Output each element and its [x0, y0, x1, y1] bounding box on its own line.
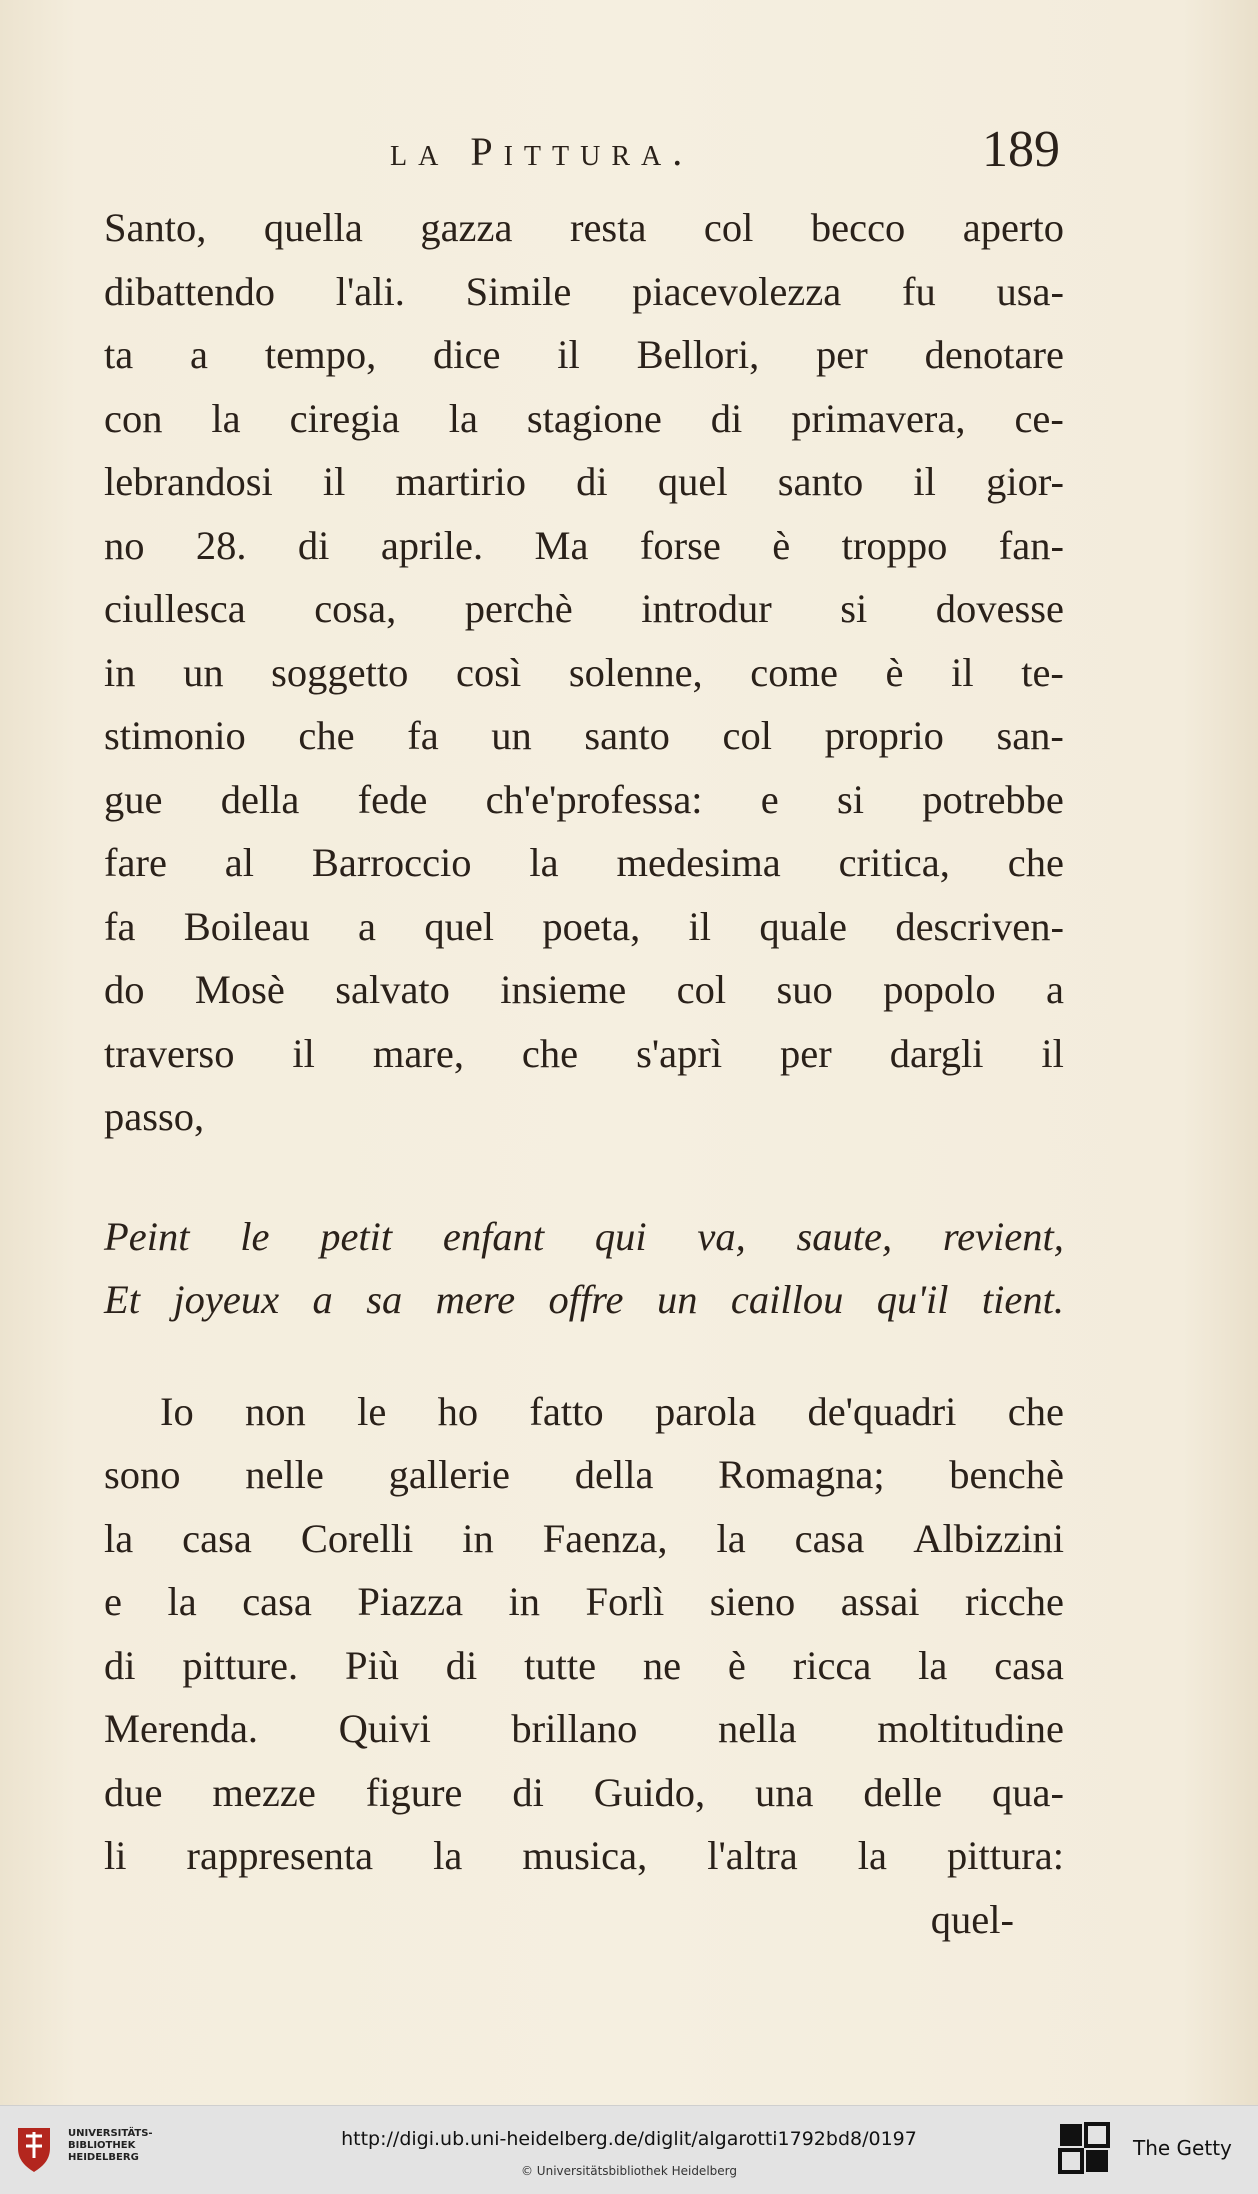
- word: sono: [104, 1452, 181, 1497]
- word: proprio: [824, 713, 944, 758]
- word: non: [245, 1388, 306, 1434]
- word: di: [297, 522, 330, 568]
- text-line: [104, 260, 1064, 324]
- word: popolo: [883, 967, 996, 1012]
- word: no: [104, 522, 145, 568]
- word: nella: [717, 1706, 797, 1751]
- word: Forlì: [585, 1579, 665, 1624]
- word: a: [190, 332, 209, 377]
- text-line: [104, 831, 1064, 895]
- word: di: [576, 459, 608, 504]
- word: ne: [642, 1642, 682, 1688]
- word: il: [322, 459, 346, 504]
- word: troppo: [841, 522, 948, 568]
- word: delle: [863, 1769, 943, 1815]
- word: critica,: [838, 840, 950, 885]
- word: casa: [994, 1642, 1064, 1688]
- text-line: [104, 196, 1064, 260]
- paragraph-2: [104, 1380, 1064, 1888]
- word: Faenza,: [542, 1515, 668, 1561]
- word: li: [104, 1833, 127, 1878]
- word: sieno: [709, 1579, 796, 1624]
- word: de'quadri: [807, 1388, 957, 1434]
- word: ta: [104, 332, 134, 377]
- word: in: [104, 649, 136, 695]
- word: casa: [242, 1579, 312, 1624]
- word: petit: [320, 1213, 393, 1259]
- word: che: [1007, 1388, 1064, 1434]
- word: quale: [759, 903, 848, 949]
- word: ciregia: [289, 395, 400, 441]
- word: ho: [437, 1388, 479, 1434]
- word: pittura:: [946, 1833, 1064, 1878]
- word: le: [357, 1388, 387, 1434]
- word: s'aprì: [636, 1030, 723, 1076]
- word: una: [755, 1769, 814, 1815]
- word: primavera,: [791, 395, 966, 441]
- word: fatto: [529, 1388, 604, 1434]
- word: con: [104, 395, 163, 441]
- word: enfant: [442, 1213, 545, 1259]
- word: della: [220, 776, 300, 822]
- text-line: [104, 1022, 1064, 1086]
- word: è: [885, 649, 904, 695]
- word: suo: [776, 967, 833, 1012]
- text-line: [104, 1085, 1064, 1149]
- text-line: [104, 1634, 1064, 1698]
- word: usa-: [996, 268, 1064, 314]
- word: Bellori,: [636, 332, 760, 377]
- quotation: [104, 1205, 1064, 1332]
- word: soggetto: [271, 649, 409, 695]
- word: lebrandosi: [104, 459, 273, 504]
- word: Più: [344, 1642, 399, 1688]
- word: joyeux: [173, 1277, 280, 1322]
- word: un: [491, 713, 532, 758]
- word: così: [456, 649, 522, 695]
- body-text: [104, 196, 1064, 1951]
- text-line: [104, 958, 1064, 1022]
- word: Piazza: [357, 1579, 464, 1624]
- word: la: [433, 1833, 463, 1878]
- word: due: [104, 1769, 163, 1815]
- word: rappresenta: [186, 1833, 374, 1878]
- word: ricca: [792, 1642, 872, 1688]
- word: è: [772, 522, 791, 568]
- word: santo: [777, 459, 864, 504]
- text-line: [104, 450, 1064, 514]
- word: stimonio: [104, 713, 246, 758]
- library-name-line: HEIDELBERG: [68, 2152, 139, 2163]
- text-line: [104, 1761, 1064, 1825]
- word: a: [312, 1277, 333, 1322]
- paragraph-1-last-line: passo,: [104, 1094, 205, 1139]
- word: casa: [794, 1515, 865, 1561]
- word: Io: [160, 1388, 194, 1434]
- footer-bar: [0, 2105, 1258, 2194]
- word: per: [816, 332, 868, 377]
- word: l'altra: [707, 1833, 798, 1878]
- word: piacevolezza: [632, 268, 842, 314]
- text-line: [104, 895, 1064, 959]
- page-number: 189: [982, 121, 1060, 178]
- text-line: [104, 1380, 1064, 1444]
- word: il: [688, 903, 712, 949]
- word: ciullesca: [104, 586, 246, 631]
- word: di: [445, 1642, 478, 1688]
- word: martirio: [395, 459, 527, 504]
- word: Corelli: [300, 1515, 414, 1561]
- word: la: [529, 840, 559, 885]
- word: saute,: [796, 1213, 893, 1259]
- word: si: [840, 586, 868, 631]
- word: dibattendo: [104, 268, 275, 314]
- word: fede: [357, 776, 428, 822]
- running-title: la Pittura.: [390, 129, 694, 174]
- word: mere: [435, 1277, 516, 1322]
- word: di: [104, 1642, 136, 1688]
- word: salvato: [335, 967, 450, 1012]
- word: il: [1041, 1030, 1064, 1076]
- word: mare,: [372, 1030, 464, 1076]
- word: al: [224, 840, 255, 885]
- word: dovesse: [935, 586, 1064, 631]
- word: Santo,: [104, 205, 207, 250]
- word: l'ali.: [335, 268, 405, 314]
- word: potrebbe: [922, 776, 1064, 822]
- word: in: [508, 1579, 541, 1624]
- word: qui: [594, 1213, 647, 1259]
- word: fu: [901, 268, 936, 314]
- word: assai: [840, 1579, 920, 1624]
- word: Ma: [534, 522, 589, 568]
- word: qu'il: [876, 1277, 949, 1322]
- word: col: [703, 205, 754, 250]
- word: santo: [584, 713, 670, 758]
- word: gior-: [986, 459, 1064, 504]
- word: revient,: [942, 1213, 1064, 1259]
- word: 28.: [195, 522, 247, 568]
- text-line: [104, 1443, 1064, 1507]
- word: va,: [697, 1213, 746, 1259]
- word: introdur: [641, 586, 772, 631]
- word: resta: [569, 205, 647, 250]
- word: insieme: [500, 967, 627, 1012]
- word: Albizzini: [913, 1515, 1064, 1561]
- word: la: [918, 1642, 948, 1688]
- word: tutte: [524, 1642, 597, 1688]
- word: il: [951, 649, 974, 695]
- word: qua-: [992, 1769, 1064, 1815]
- word: fa: [407, 713, 439, 758]
- copyright-notice: © Universitätsbibliothek Heidelberg: [520, 2164, 737, 2178]
- word: a: [1045, 967, 1064, 1012]
- word: san-: [996, 713, 1064, 758]
- word: parola: [654, 1388, 757, 1434]
- page-header: [100, 121, 1080, 188]
- word: della: [574, 1452, 654, 1497]
- library-name-line: BIBLIOTHEK: [68, 2140, 136, 2151]
- word: Boileau: [183, 903, 310, 949]
- word: la: [448, 395, 478, 441]
- word: medesima: [616, 840, 781, 885]
- word: in: [462, 1515, 494, 1561]
- word: ricche: [965, 1579, 1064, 1624]
- word: che: [1007, 840, 1064, 885]
- word: aperto: [962, 205, 1064, 250]
- word: quel: [657, 459, 728, 504]
- word: Peint: [104, 1213, 190, 1259]
- word: fan-: [998, 522, 1064, 568]
- word: che: [521, 1030, 579, 1076]
- word: si: [836, 776, 864, 822]
- paragraph-1: [104, 196, 1064, 1085]
- word: forse: [639, 522, 721, 568]
- library-name-line: UNIVERSITÄTS-: [68, 2128, 153, 2139]
- word: poeta,: [542, 903, 641, 949]
- word: brillano: [511, 1706, 638, 1751]
- text-line: [104, 1507, 1064, 1571]
- catchword: quel-: [930, 1896, 1014, 1942]
- word: Et: [104, 1277, 140, 1322]
- word: Merenda.: [104, 1706, 259, 1751]
- word: moltitudine: [877, 1706, 1064, 1751]
- word: traverso: [104, 1030, 235, 1076]
- text-line: [104, 768, 1064, 832]
- word: figure: [365, 1769, 463, 1815]
- word: Simile: [465, 268, 572, 314]
- word: tient.: [981, 1277, 1064, 1322]
- word: mezze: [212, 1769, 316, 1815]
- word: Guido,: [593, 1769, 706, 1815]
- spacer: [104, 1332, 1064, 1380]
- word: cosa,: [314, 586, 397, 631]
- getty-name: The Getty: [1133, 2136, 1232, 2160]
- word: fa: [104, 903, 136, 949]
- word: stagione: [526, 395, 662, 441]
- word: per: [780, 1030, 832, 1076]
- word: casa: [182, 1515, 252, 1561]
- text-line: [104, 641, 1064, 705]
- word: Mosè: [194, 967, 285, 1012]
- text-line: [104, 387, 1064, 451]
- word: perchè: [464, 586, 573, 631]
- word: gue: [104, 776, 163, 822]
- word: pitture.: [182, 1642, 299, 1688]
- word: il: [292, 1030, 315, 1076]
- word: di: [710, 395, 743, 441]
- text-line: [104, 514, 1064, 578]
- word: te-: [1021, 649, 1064, 695]
- getty-logo-icon: [1058, 2122, 1112, 2176]
- word: la: [104, 1515, 134, 1561]
- word: nelle: [245, 1452, 324, 1497]
- word: la: [716, 1515, 746, 1561]
- word: ch'e'professa:: [485, 776, 703, 822]
- word: un: [656, 1277, 698, 1322]
- text-line: [104, 323, 1064, 387]
- word: offre: [548, 1277, 624, 1322]
- permalink-url[interactable]: http://digi.ub.uni-heidelberg.de/diglit/algarotti1792bd8/0197: [341, 2128, 917, 2150]
- text-line: [104, 1205, 1064, 1269]
- word: la: [211, 395, 241, 441]
- word: il: [557, 332, 580, 377]
- word: solenne,: [568, 649, 703, 695]
- word: ce-: [1014, 395, 1064, 441]
- word: col: [722, 713, 772, 758]
- word: le: [240, 1213, 270, 1259]
- word: la: [857, 1833, 887, 1878]
- word: gallerie: [388, 1452, 511, 1497]
- word: sa: [366, 1277, 403, 1322]
- word: un: [183, 649, 224, 695]
- word: tempo,: [264, 332, 377, 377]
- text-line: [104, 577, 1064, 641]
- word: dice: [433, 332, 501, 377]
- word: che: [298, 713, 355, 758]
- text-line: [104, 1697, 1064, 1761]
- spacer: [104, 1149, 1064, 1205]
- word: aprile.: [380, 522, 484, 568]
- word: è: [727, 1642, 746, 1688]
- word: denotare: [924, 332, 1064, 377]
- word: quella: [263, 205, 363, 250]
- word: come: [750, 649, 838, 695]
- word: descriven-: [895, 903, 1064, 949]
- word: e: [104, 1579, 122, 1624]
- text-line: [104, 1888, 1064, 1952]
- word: benchè: [949, 1452, 1064, 1497]
- word: dargli: [889, 1030, 984, 1076]
- word: a: [358, 903, 377, 949]
- word: quel: [424, 903, 495, 949]
- word: caillou: [730, 1277, 844, 1322]
- word: la: [167, 1579, 197, 1624]
- word: Barroccio: [311, 840, 472, 885]
- word: col: [676, 967, 727, 1012]
- text-line: [104, 1570, 1064, 1634]
- word: Romagna;: [718, 1452, 885, 1497]
- word: fare: [104, 840, 167, 885]
- word: becco: [810, 205, 906, 250]
- text-line: [104, 1268, 1064, 1332]
- text-line: [104, 1824, 1064, 1888]
- word: il: [913, 459, 936, 504]
- word: musica,: [522, 1833, 648, 1878]
- word: do: [104, 967, 145, 1012]
- word: e: [760, 776, 779, 822]
- word: Quivi: [338, 1706, 431, 1751]
- word: gazza: [420, 205, 513, 250]
- word: di: [512, 1769, 544, 1815]
- text-line: [104, 704, 1064, 768]
